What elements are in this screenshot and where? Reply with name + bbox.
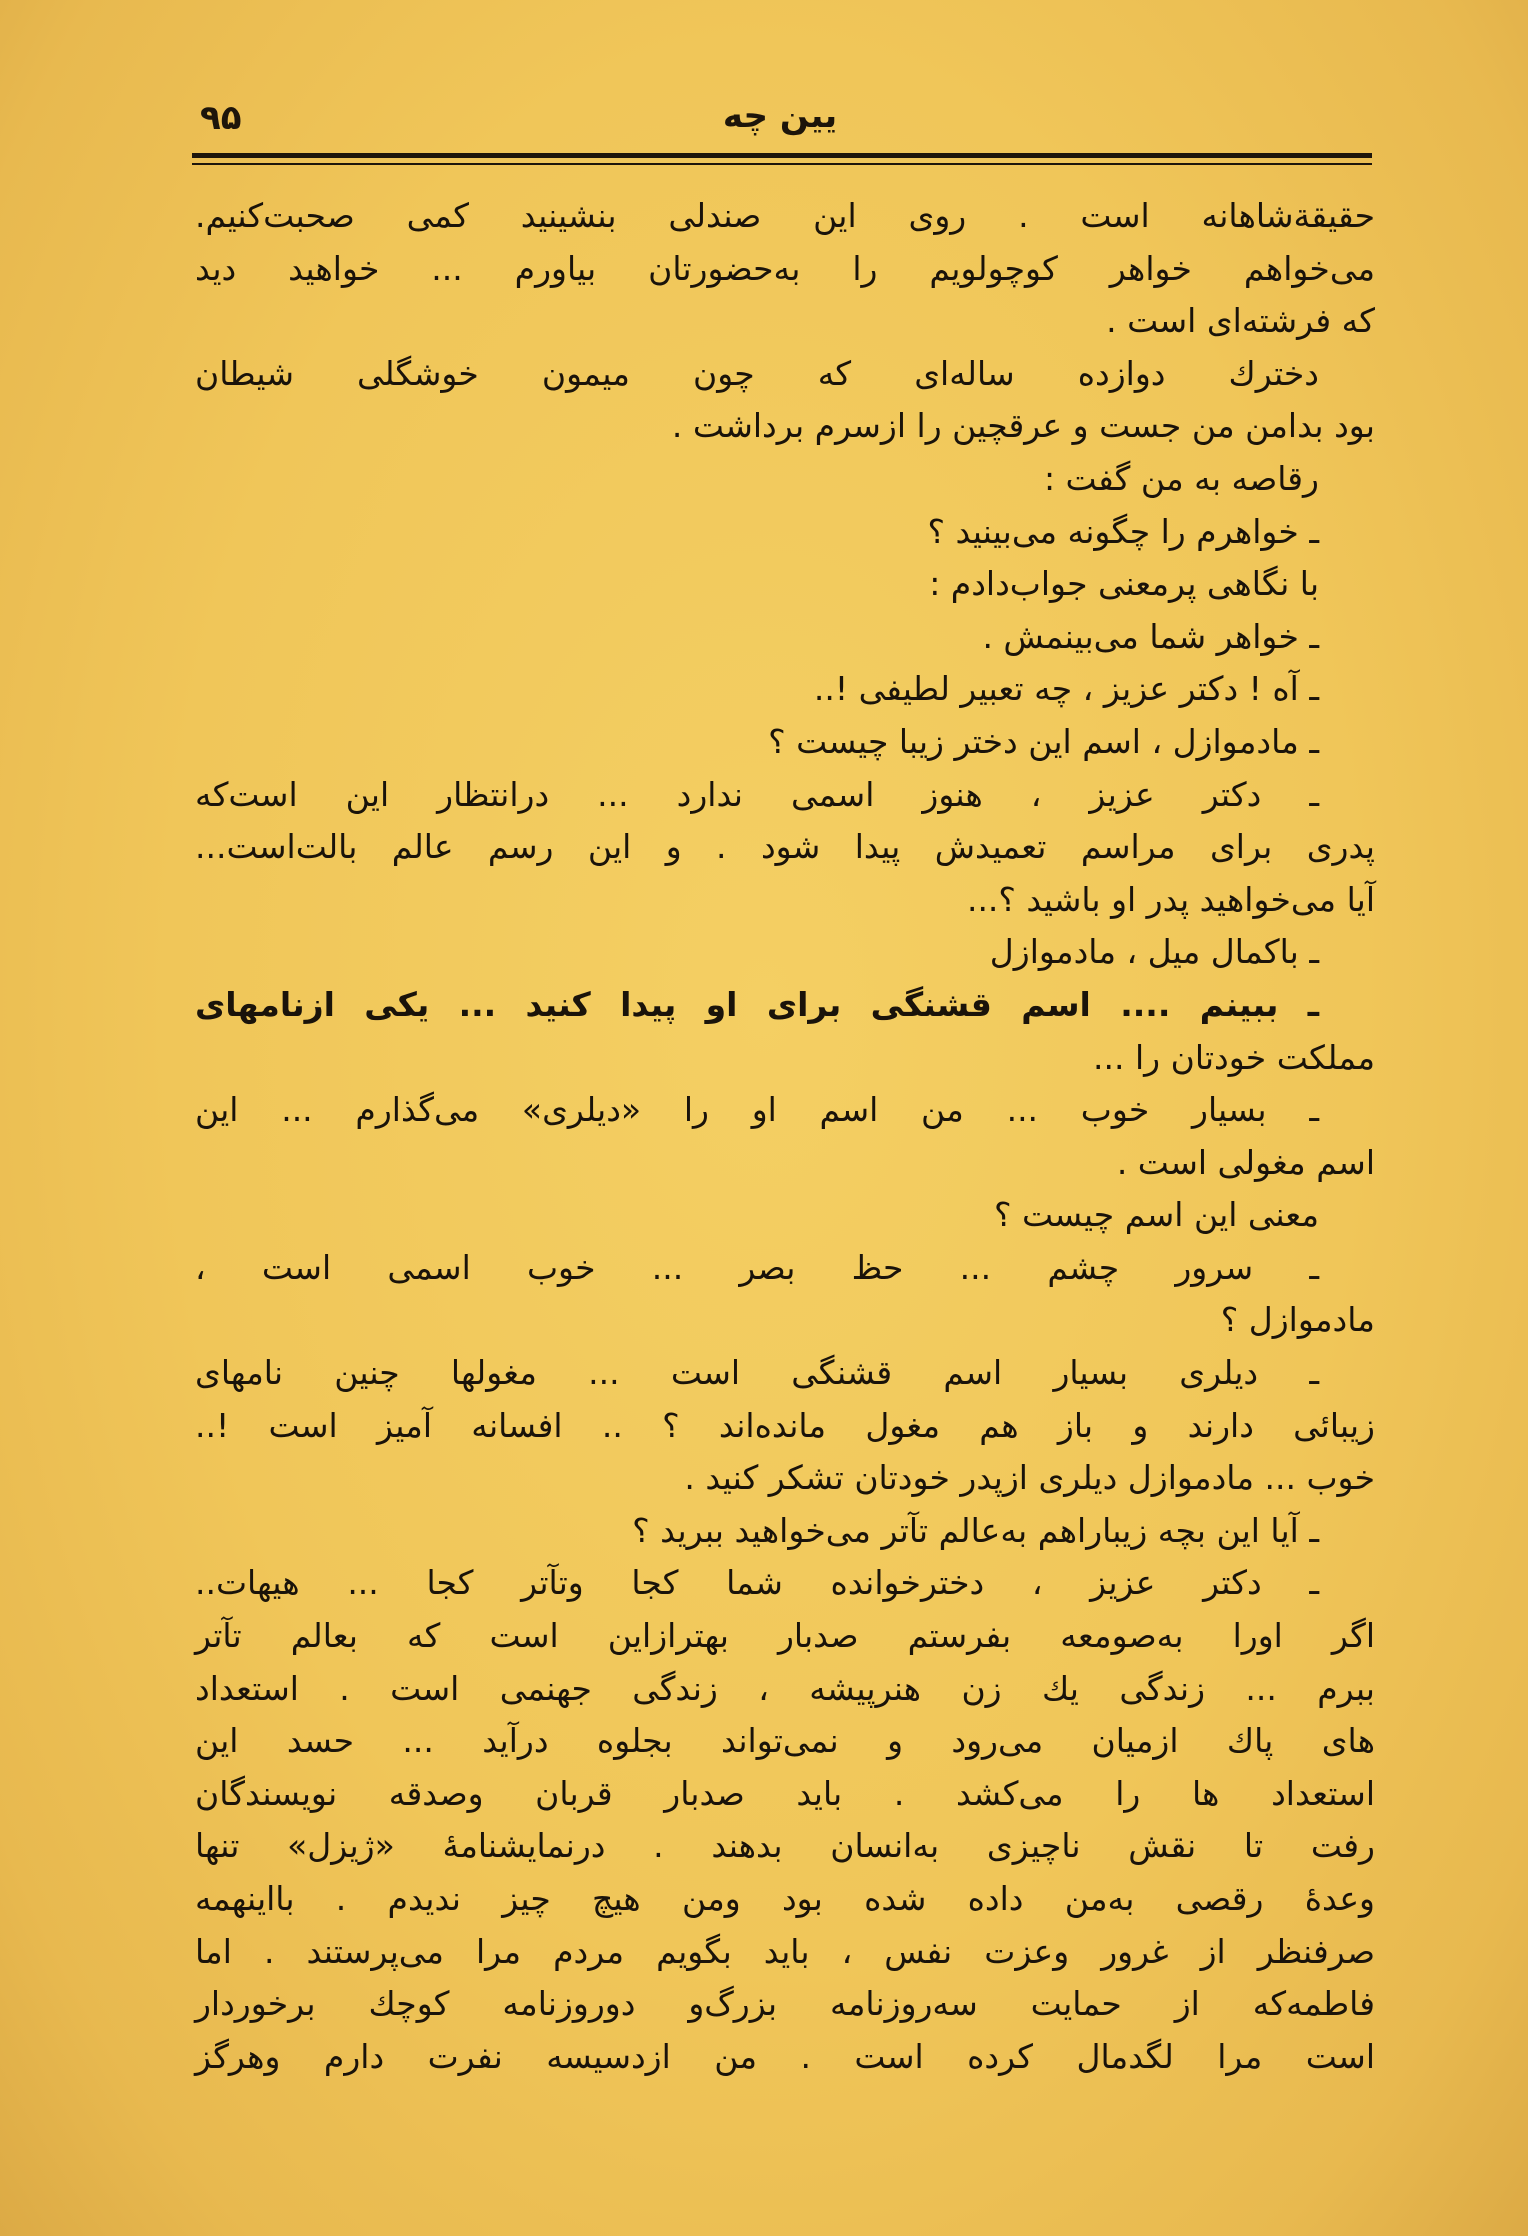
text-line: های پاك ازمیان می‌رود و نمی‌تواند بجلوه درآید ... حسد این	[195, 1721, 1375, 1761]
text-line: ـ بسیار خوب ... من اسم او را «دیلری» می‌گذارم ... این	[195, 1090, 1319, 1130]
body-text	[195, 190, 1375, 2083]
text-line: رقاصه به من گفت :	[1043, 458, 1319, 498]
text-line: با نگاهی پرمعنی جواب‌دادم :	[929, 564, 1319, 604]
text-line: استعداد ها را می‌کشد . باید صدبار قربان وصدقه نویسندگان	[195, 1773, 1375, 1813]
text-line: می‌خواهم خواهر کوچولویم را به‌حضورتان بیاورم ... خواهید دید	[195, 248, 1375, 288]
text-line: صرفنظر از غرور وعزت نفس ، باید بگویم مردم مرا می‌پرستند . اما	[195, 1931, 1375, 1971]
text-line: ـ ببینم .... اسم قشنگی برای او پیدا کنید ... یکی ازنامهای	[195, 984, 1319, 1024]
page-header	[190, 96, 1370, 154]
header-rule-thin	[192, 163, 1372, 165]
text-line: ـ مادموازل ، اسم این دختر زیبا چیست ؟	[768, 721, 1319, 761]
text-line: رفت تا نقش ناچیزی به‌انسان بدهند . درنمایشنامهٔ «ژیزل» تنها	[195, 1826, 1375, 1866]
text-line: معنی این اسم چیست ؟	[994, 1195, 1319, 1235]
text-line: است مرا لگدمال کرده است . من ازدسیسه نفرت دارم وهرگز	[195, 2036, 1375, 2076]
text-line: فاطمه‌که از حمایت سه‌روزنامه بزرگ‌و دوروزنامه کوچك برخوردار	[195, 1984, 1375, 2024]
text-line: وعدهٔ رقصی به‌من داده شده بود ومن هیچ چیز ندیدم . بااینهمه	[195, 1879, 1375, 1918]
text-line: آیا می‌خواهید پدر او باشید ؟...	[966, 879, 1375, 919]
text-line: ـ دکتر عزیز ، هنوز اسمی ندارد ... درانتظار این است‌که	[195, 774, 1319, 814]
text-line: ـ دیلری بسیار اسم قشنگی است ... مغولها چنین نامهای	[195, 1353, 1319, 1393]
text-line: ـ سرور چشم ... حظ بصر ... خوب اسمی است ،	[195, 1247, 1319, 1287]
page-number: ۹۵	[200, 98, 242, 138]
text-line: ـ آیا این بچه زیباراهم به‌عالم تآتر می‌خواهید ببرید ؟	[632, 1510, 1319, 1550]
text-line: زیبائی دارند و باز هم مغول مانده‌اند ؟ .. افسانه آمیز است !..	[195, 1405, 1375, 1445]
running-title: یین چه	[722, 96, 838, 136]
text-line: بود بدامن من جست و عرقچین را ازسرم برداشت .	[671, 406, 1375, 446]
text-line: ـ دکتر عزیز ، دخترخوانده شما کجا وتآتر کجا ... هیهات..	[195, 1563, 1319, 1603]
header-rule-thick	[192, 153, 1372, 158]
text-line: اگر اورا به‌صومعه بفرستم صدبار بهترازاین است که بعالم تآتر	[195, 1616, 1375, 1656]
text-line: پدری برای مراسم تعمیدش پیدا شود . و این رسم عالم بالت‌است...	[195, 827, 1375, 867]
text-line: دخترك دوازده ساله‌ای که چون میمون خوشگلی شیطان	[195, 353, 1319, 393]
text-line: حقیقةشاهانه است . روی این صندلی بنشینید کمی صحبت‌کنیم.	[195, 196, 1375, 235]
text-line: اسم مغولی است .	[1116, 1142, 1375, 1182]
text-line: مادموازل ؟	[1220, 1300, 1375, 1340]
text-line: که فرشته‌ای است .	[1106, 301, 1375, 341]
text-line: ببرم ... زندگی یك زن هنرپیشه ، زندگی جهنمی است . استعداد	[195, 1668, 1375, 1708]
text-line: مملکت خودتان را ...	[1093, 1037, 1375, 1077]
text-line: ـ خواهر شما می‌بینمش .	[982, 616, 1319, 656]
text-line: ـ باکمال میل ، مادموازل	[989, 932, 1319, 972]
text-line: ـ خواهرم را چگونه می‌بینید ؟	[927, 511, 1319, 551]
text-line: خوب ... مادموازل دیلری ازپدر خودتان تشکر کنید .	[684, 1458, 1375, 1498]
text-line: ـ آه ! دکتر عزیز ، چه تعبیر لطیفی !..	[813, 669, 1319, 709]
